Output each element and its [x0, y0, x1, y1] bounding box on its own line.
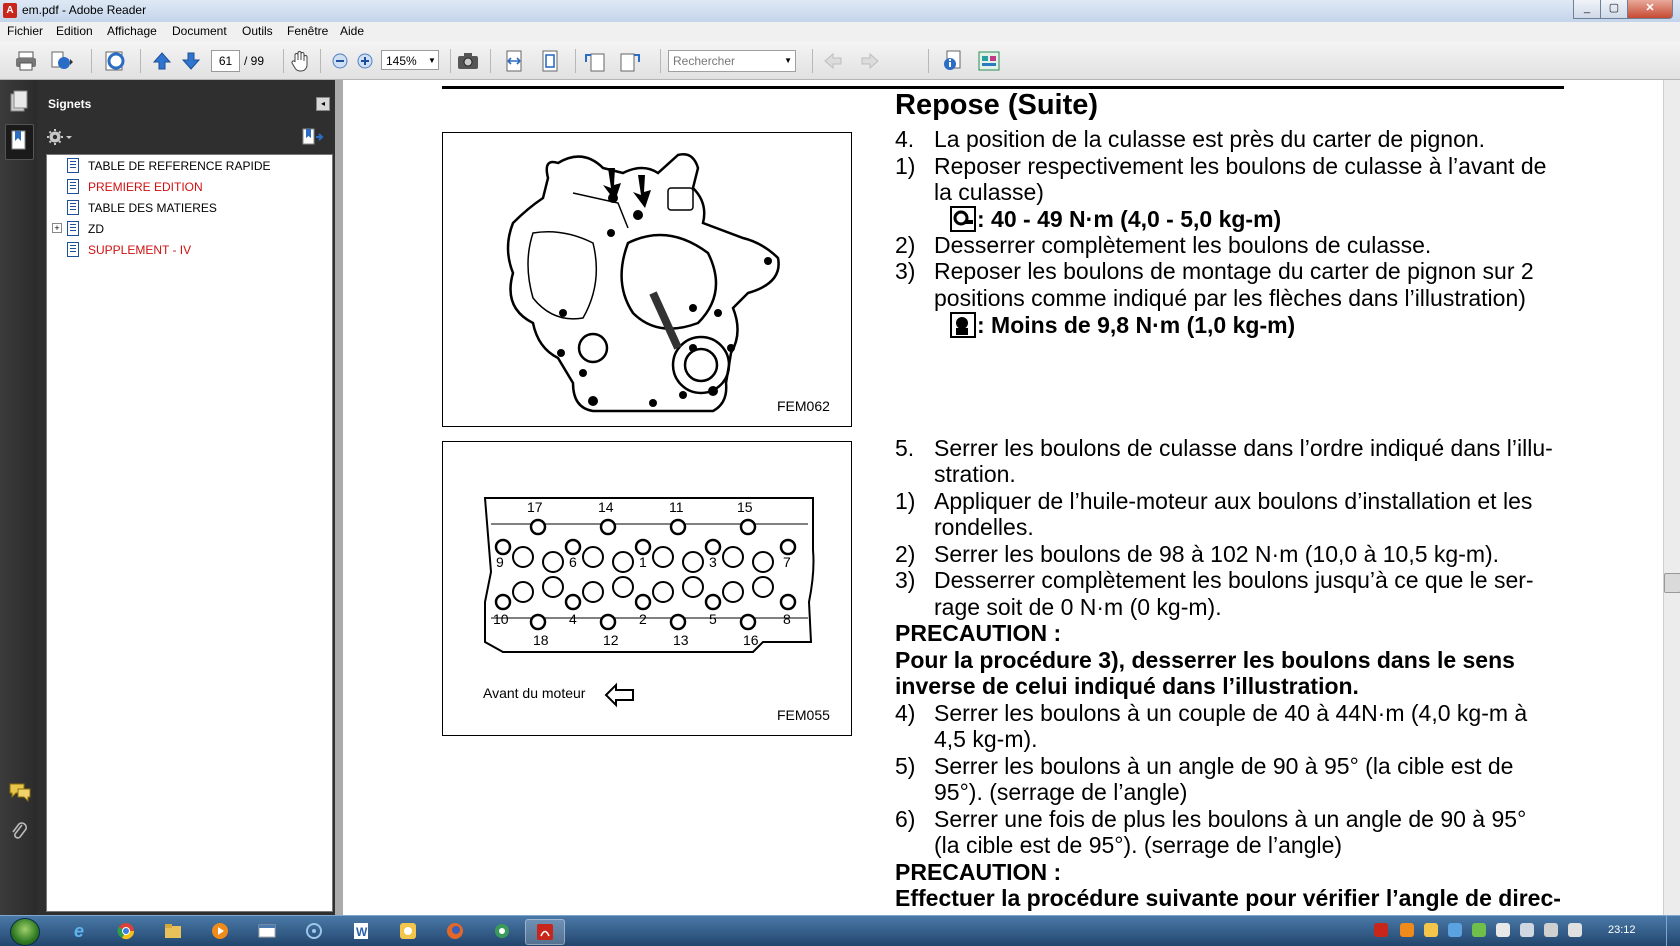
torque-spec: : 40 - 49 N·m (4,0 - 5,0 kg-m): [977, 206, 1282, 232]
figure-timing-cover: [442, 132, 852, 427]
step-text: Appliquer de l’huile-moteur aux boulons d’installation et les: [934, 488, 1533, 514]
word-icon[interactable]: [342, 919, 380, 943]
step-number: 4): [895, 700, 916, 726]
menu-affichage[interactable]: Affichage: [107, 24, 157, 38]
bookmark-icon: [67, 200, 79, 215]
print-icon[interactable]: [14, 50, 38, 72]
step-number: 1): [895, 153, 916, 179]
bolt-number-label: 15: [737, 499, 753, 515]
vertical-scrollbar[interactable]: [1663, 80, 1680, 915]
toolbar-separator: [660, 49, 661, 73]
firefox-icon[interactable]: [436, 919, 474, 943]
bolt-number-label: 18: [533, 632, 549, 648]
fit-page-icon[interactable]: [538, 50, 562, 72]
tray-app-icon[interactable]: [1472, 923, 1486, 937]
page-count: / 99: [244, 54, 265, 68]
scrollbar-thumb[interactable]: [1664, 573, 1680, 593]
torque-spec: : Moins de 9,8 N·m (1,0 kg-m): [977, 312, 1296, 338]
network-app-icon[interactable]: [295, 919, 333, 943]
pages-panel-icon[interactable]: [9, 90, 29, 117]
toolbar-separator: [575, 49, 576, 73]
tray-app-icon[interactable]: [1400, 923, 1414, 937]
precaution-heading: PRECAUTION :: [895, 859, 1062, 885]
bolt-number-label: 16: [743, 632, 759, 648]
toolbar: [0, 42, 1680, 80]
messenger-app-icon[interactable]: [483, 919, 521, 943]
search-next-icon[interactable]: [858, 50, 882, 72]
maximize-button[interactable]: ▢: [1600, 0, 1628, 19]
bookmark-item[interactable]: [47, 197, 332, 217]
menu-edition[interactable]: Edition: [56, 24, 93, 38]
search-input[interactable]: [668, 50, 796, 72]
toolbar-separator: [928, 49, 929, 73]
step-text: rage soit de 0 N·m (0 kg-m).: [934, 594, 1222, 620]
bolt-number-label: 13: [673, 632, 689, 648]
navigation-pane-strip: [0, 80, 37, 915]
step-text: rondelles.: [934, 514, 1034, 540]
toolbar-separator: [91, 49, 92, 73]
step-number: 1): [895, 488, 916, 514]
tray-battery-icon[interactable]: [1544, 923, 1558, 937]
precaution-text: Pour la procédure 3), desserrer les boulons dans le sens: [895, 647, 1515, 673]
minimize-button[interactable]: _: [1573, 0, 1601, 19]
step-number: 3): [895, 567, 916, 593]
step-text: Reposer les boulons de montage du carter de pignon sur 2: [934, 258, 1534, 284]
bookmark-label: SUPPLEMENT - IV: [88, 243, 192, 257]
tray-dropbox-icon[interactable]: [1448, 923, 1462, 937]
rotate-right-icon[interactable]: [618, 50, 642, 72]
zoom-in-icon[interactable]: [353, 50, 377, 72]
bolt-number-label: 7: [783, 554, 791, 570]
adobe-reader-icon: A: [3, 3, 17, 18]
pages-icon[interactable]: [50, 50, 74, 72]
step-number: 6): [895, 806, 916, 832]
comments-icon[interactable]: [8, 782, 32, 805]
bookmark-icon: [67, 221, 79, 236]
title-bar: [0, 0, 1680, 23]
window-title: em.pdf - Adobe Reader: [22, 3, 147, 17]
step-number: 5): [895, 753, 916, 779]
adobe-reader-taskbar-button[interactable]: [525, 919, 565, 945]
toolbar-separator: [320, 49, 321, 73]
bookmarks-list: [46, 154, 333, 912]
bookmark-icon: [67, 158, 79, 173]
bookmark-item[interactable]: [47, 176, 332, 196]
svg-text:W: W: [356, 925, 368, 939]
step-text: (la cible est de 95°). (serrage de l’angle): [934, 832, 1343, 858]
page-number-input[interactable]: 61: [211, 50, 240, 72]
file-explorer-icon[interactable]: [154, 919, 192, 943]
step-text: la culasse): [934, 179, 1044, 205]
toolbar-separator: [812, 49, 813, 73]
menu-fenetre[interactable]: Fenêtre: [287, 24, 329, 38]
menu-aide[interactable]: Aide: [340, 24, 365, 38]
bookmark-label: TABLE DES MATIERES: [88, 201, 217, 215]
timing-cover-drawing: [443, 133, 851, 426]
adobe-online-icon[interactable]: [978, 50, 1002, 72]
step-text: Desserrer complètement les boulons de culasse.: [934, 232, 1432, 258]
collapse-panel-button[interactable]: ◂: [316, 97, 330, 111]
tray-volume-icon[interactable]: [1568, 923, 1582, 937]
bolt-number-label: 17: [527, 499, 543, 515]
bolt-number-label: 12: [603, 632, 619, 648]
toolbar-separator: [283, 49, 284, 73]
pane-splitter[interactable]: [335, 80, 343, 915]
show-desktop-button[interactable]: [1666, 916, 1680, 946]
arrow-down-icon[interactable]: [179, 50, 203, 72]
step-text: Serrer une fois de plus les boulons à un angle de 90 à 95°: [934, 806, 1527, 832]
options-gear-icon[interactable]: [47, 128, 73, 149]
bookmark-item[interactable]: [47, 218, 332, 238]
figure-code: FEM062: [777, 398, 830, 414]
figure-code: FEM055: [777, 707, 830, 723]
bolt-number-label: 10: [493, 611, 509, 627]
bookmarks-icon: [6, 125, 33, 159]
bolt-number-label: 1: [639, 554, 647, 570]
search-placeholder: Rechercher: [673, 54, 736, 68]
step-text: La position de la culasse est près du carter de pignon.: [934, 126, 1486, 152]
figure-caption: Avant du moteur: [483, 685, 586, 701]
fit-width-icon[interactable]: [502, 50, 526, 72]
browser-app-icon[interactable]: [389, 919, 427, 943]
bolt-number-label: 3: [709, 554, 717, 570]
step-text: Serrer les boulons de culasse dans l’ordre indiqué dans l’illu-: [934, 435, 1553, 461]
precaution-text: inverse de celui indiqué dans l’illustration.: [895, 673, 1359, 699]
bolt-number-label: 8: [783, 611, 791, 627]
bookmarks-panel-toolbar: [37, 126, 334, 152]
toolbar-separator: [490, 49, 491, 73]
close-button[interactable]: ✕: [1627, 0, 1673, 19]
snapshot-camera-icon[interactable]: [456, 50, 480, 72]
step-text: positions comme indiqué par les flèches dans l’illustration): [934, 285, 1526, 311]
step-text: Serrer les boulons à un angle de 90 à 95° (la cible est de: [934, 753, 1514, 779]
page-heading: Repose (Suite): [895, 89, 1099, 121]
arrow-up-icon[interactable]: [150, 50, 174, 72]
bolt-number-label: 5: [709, 611, 717, 627]
tray-network-icon[interactable]: [1520, 923, 1534, 937]
torque-wrench-icon: [950, 206, 976, 235]
zoom-level-value: 145%: [386, 54, 417, 68]
menu-bar: [0, 22, 1680, 42]
precaution-text: Effectuer la procédure suivante pour vérifier l’angle de direc-: [895, 885, 1561, 911]
step-number: 2): [895, 541, 916, 567]
new-bookmark-icon[interactable]: [300, 127, 324, 150]
bolt-number-label: 2: [639, 611, 647, 627]
bolt-number-label: 9: [496, 554, 504, 570]
zoom-out-icon[interactable]: [328, 50, 352, 72]
step-text: Serrer les boulons de 98 à 102 N·m (10,0 à 10,5 kg-m).: [934, 541, 1500, 567]
taskbar-clock[interactable]: 23:12: [1608, 924, 1636, 936]
step-text: 4,5 kg-m).: [934, 726, 1038, 752]
bookmark-label: TABLE DE REFERENCE RAPIDE: [88, 159, 271, 173]
step-number: 5.: [895, 435, 915, 461]
toolbar-separator: [140, 49, 141, 73]
rotate-left-icon[interactable]: [583, 50, 607, 72]
tray-flag-icon[interactable]: [1496, 923, 1510, 937]
step-number: 3): [895, 258, 916, 284]
bookmark-label: ZD: [88, 222, 104, 236]
torque-wrench-icon: [950, 312, 976, 341]
bookmark-item[interactable]: [47, 155, 332, 175]
toolbar-separator: [450, 49, 451, 73]
bookmark-icon: [67, 242, 79, 257]
menu-outils[interactable]: Outils: [242, 24, 273, 38]
step-text: stration.: [934, 461, 1016, 487]
expand-plus-icon[interactable]: +: [52, 223, 62, 233]
bookmarks-panel-tab[interactable]: [5, 124, 34, 160]
collaborate-icon[interactable]: [103, 50, 127, 72]
precaution-heading: PRECAUTION :: [895, 620, 1062, 646]
start-button[interactable]: [10, 918, 40, 946]
media-player-icon[interactable]: [201, 919, 239, 943]
search-dropdown-icon[interactable]: ▼: [784, 56, 792, 65]
window-app-icon[interactable]: [248, 919, 286, 943]
bolt-number-label: 14: [598, 499, 614, 515]
document-info-icon[interactable]: [941, 50, 965, 72]
bolt-number-label: 6: [569, 554, 577, 570]
figure-bolt-sequence: [442, 441, 852, 736]
windows-taskbar: [0, 915, 1680, 946]
step-text: 95°). (serrage de l’angle): [934, 779, 1188, 805]
chrome-icon[interactable]: [107, 919, 145, 943]
bookmark-label: PREMIERE EDITION: [88, 180, 203, 194]
hand-tool-icon[interactable]: [288, 50, 312, 72]
bolt-number-label: 4: [569, 611, 577, 627]
menu-document[interactable]: Document: [172, 24, 227, 38]
front-arrow-icon: [606, 685, 633, 705]
internet-explorer-icon[interactable]: e: [73, 920, 84, 941]
tray-app-icon[interactable]: [1424, 923, 1438, 937]
search-previous-icon[interactable]: [821, 50, 845, 72]
step-text: Desserrer complètement les boulons jusqu’à ce que le ser-: [934, 567, 1534, 593]
tray-reader-icon[interactable]: [1374, 923, 1388, 937]
bolt-number-label: 11: [669, 499, 684, 515]
zoom-dropdown-icon[interactable]: ▼: [428, 56, 436, 65]
menu-fichier[interactable]: Fichier: [7, 24, 44, 38]
step-number: 4.: [895, 126, 915, 152]
step-text: Serrer les boulons à un couple de 40 à 44N·m (4,0 kg-m à: [934, 700, 1528, 726]
step-number: 2): [895, 232, 916, 258]
bookmark-icon: [67, 179, 79, 194]
bookmark-item[interactable]: [47, 239, 332, 259]
attachments-paperclip-icon[interactable]: [10, 820, 28, 845]
bookmarks-panel-title: Signets: [48, 97, 92, 111]
step-text: Reposer respectivement les boulons de culasse à l’avant de: [934, 153, 1547, 179]
